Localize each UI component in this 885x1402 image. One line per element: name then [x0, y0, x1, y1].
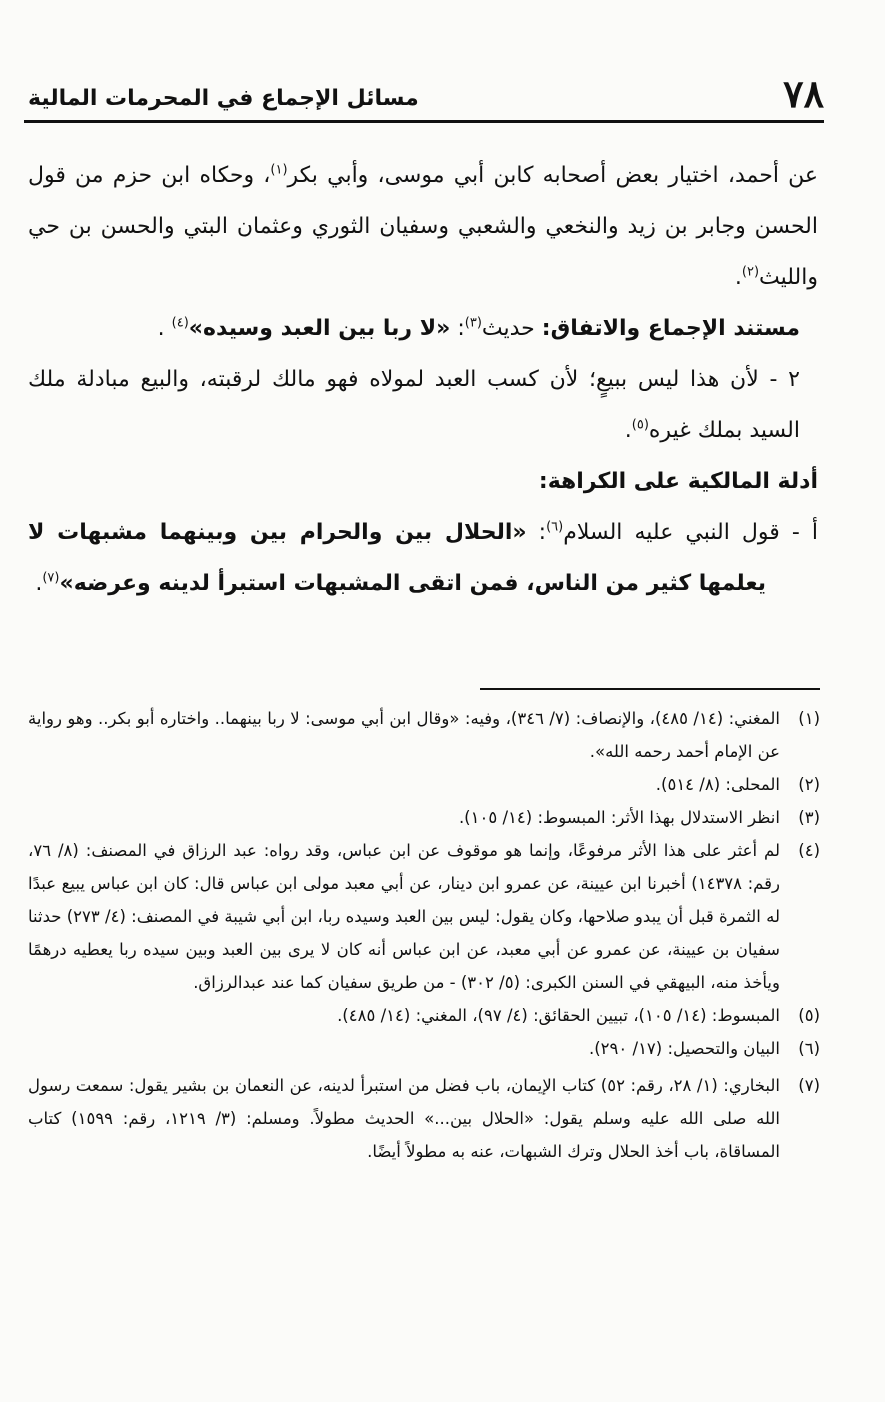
- footnote-separator: [480, 688, 820, 690]
- footnote-number: (٢): [798, 775, 820, 794]
- footnotes: [28, 702, 820, 1168]
- footnote-number: (٣): [798, 808, 820, 827]
- footnote-text: البخاري: (١/ ٢٨، رقم: ٥٢) كتاب الإيمان، باب فضل من استبرأ لدينه، عن النعمان بن بشير يقول: سمعت رسول الله صلى الله عليه وسلم يقول: «الحلال بين...» الحديث مطولاً. ومسلم: (٣/ ١٢١٩، رقم: ١٥٩٩) كتاب المساقاة، باب أخذ الحلال وترك الشبهات، عنه به مطولاً أيضًا.: [28, 1076, 781, 1161]
- footnote-number: (٦): [798, 1039, 820, 1058]
- footnote-ref-7: (٧): [42, 570, 60, 586]
- paragraph-1-end: .: [734, 265, 742, 290]
- footnote-ref-1: (١): [270, 162, 288, 178]
- footnote-6: [28, 1032, 820, 1065]
- paragraph-1-text-a: عن أحمد، اختيار بعض أصحابه كابن أبي موسى، وأبي بكر: [287, 163, 818, 188]
- page-header: [24, 72, 824, 118]
- footnote-text: لم أعثر على هذا الأثر مرفوعًا، وإنما هو موقوف عن ابن عباس، وقد رواه: عبد الرزاق في المصنف: (٨/ ٧٦، رقم: ١٤٣٧٨) أخبرنا ابن عيينة، عن عمرو ابن دينار، عن أبي معبد مولى ابن عباس قال: كان ابن عباس يبيع عبدًا له الثمرة قبل أن يبدو صلاحها، وكان يقول: ليس بين العبد وسيده ربا، ابن أبي شيبة في المصنف: (٤/ ٢٧٣) حدثنا سفيان بن عيينة، عن عمرو عن أبي معبد، عن ابن عباس أنه كان لا يرى بين العبد وبين سيده ربا يعطيه درهمًا ويأخذ منه، البيهقي في السنن الكبرى: (٥/ ٣٠٢) - من طريق سفيان كما عند عبدالرزاق.: [28, 841, 781, 992]
- mustanad-label: مستند الإجماع والاتفاق:: [541, 316, 800, 341]
- running-title: مسائل الإجماع في المحرمات المالية: [28, 86, 419, 111]
- footnote-ref-4: (٤): [171, 315, 189, 331]
- footnote-number: (٧): [798, 1076, 820, 1095]
- paragraph-2-end: .: [624, 418, 632, 443]
- mustanad-hadith-quote: «لا ربا بين العبد وسيده»: [188, 316, 451, 341]
- header-rule: [24, 120, 824, 123]
- footnote-text: المحلى: (٨/ ٥١٤).: [655, 775, 780, 794]
- hadith-intro: أ - قول النبي عليه السلام: [563, 520, 818, 545]
- main-text: [28, 150, 818, 609]
- footnote-text: انظر الاستدلال بهذا الأثر: المبسوط: (١٤/ ١٠٥).: [458, 808, 780, 827]
- footnote-3: [28, 801, 820, 834]
- hadith-colon: :: [526, 520, 547, 545]
- hadith-paragraph: [28, 507, 818, 609]
- paragraph-1: [28, 150, 818, 303]
- footnote-ref-6: (٦): [546, 519, 564, 535]
- footnote-number: (٥): [798, 1006, 820, 1025]
- mustanad-end: .: [157, 316, 172, 341]
- footnote-7: [28, 1069, 820, 1168]
- footnote-text: المبسوط: (١٤/ ١٠٥)، تبيين الحقائق: (٤/ ٩٧)، المغني: (١٤/ ٤٨٥).: [337, 1006, 780, 1025]
- footnote-text: البيان والتحصيل: (١٧/ ٢٩٠).: [588, 1039, 780, 1058]
- hadith-end: .: [35, 571, 43, 596]
- section-heading: أدلة المالكية على الكراهة:: [538, 469, 818, 494]
- paragraph-2-text: ٢ - لأن هذا ليس ببيعٍ؛ لأن كسب العبد لمولاه فهو مالك لرقبته، والبيع مبادلة ملك السيد بملك غيره: [28, 367, 800, 443]
- mustanad-text: حديث: [481, 316, 542, 341]
- footnote-1: [28, 702, 820, 768]
- paragraph-2: [28, 354, 818, 456]
- page-number: ٧٨: [783, 71, 824, 116]
- mustanad-colon: :: [450, 316, 465, 341]
- footnote-ref-2: (٢): [741, 264, 760, 280]
- footnote-4: [28, 834, 820, 999]
- footnote-ref-3: (٣): [464, 315, 482, 331]
- hadith-quote: «الحلال بين والحرام بين وبينهما مشبهات لا يعلمها كثير من الناس، فمن اتقى المشبهات استبرأ لدينه وعرضه»: [28, 520, 766, 596]
- footnote-number: (١): [798, 709, 820, 728]
- footnote-number: (٤): [798, 841, 820, 860]
- footnote-text: المغني: (١٤/ ٤٨٥)، والإنصاف: (٧/ ٣٤٦)، وفيه: «وقال ابن أبي موسى: لا ربا بينهما.. واختاره أبو بكر.. وهو رواية عن الإمام أحمد رحمه الله».: [28, 709, 780, 761]
- paragraph-1-text-b: ، وحكاه ابن حزم من قول الحسن وجابر بن زيد والنخعي والشعبي وسفيان الثوري وعثمان البتي والحسن بن حي والليث: [28, 163, 818, 290]
- footnote-2: [28, 768, 820, 801]
- footnote-ref-5: (٥): [631, 417, 649, 433]
- footnote-5: [28, 999, 820, 1032]
- mustanad-paragraph: [28, 303, 818, 354]
